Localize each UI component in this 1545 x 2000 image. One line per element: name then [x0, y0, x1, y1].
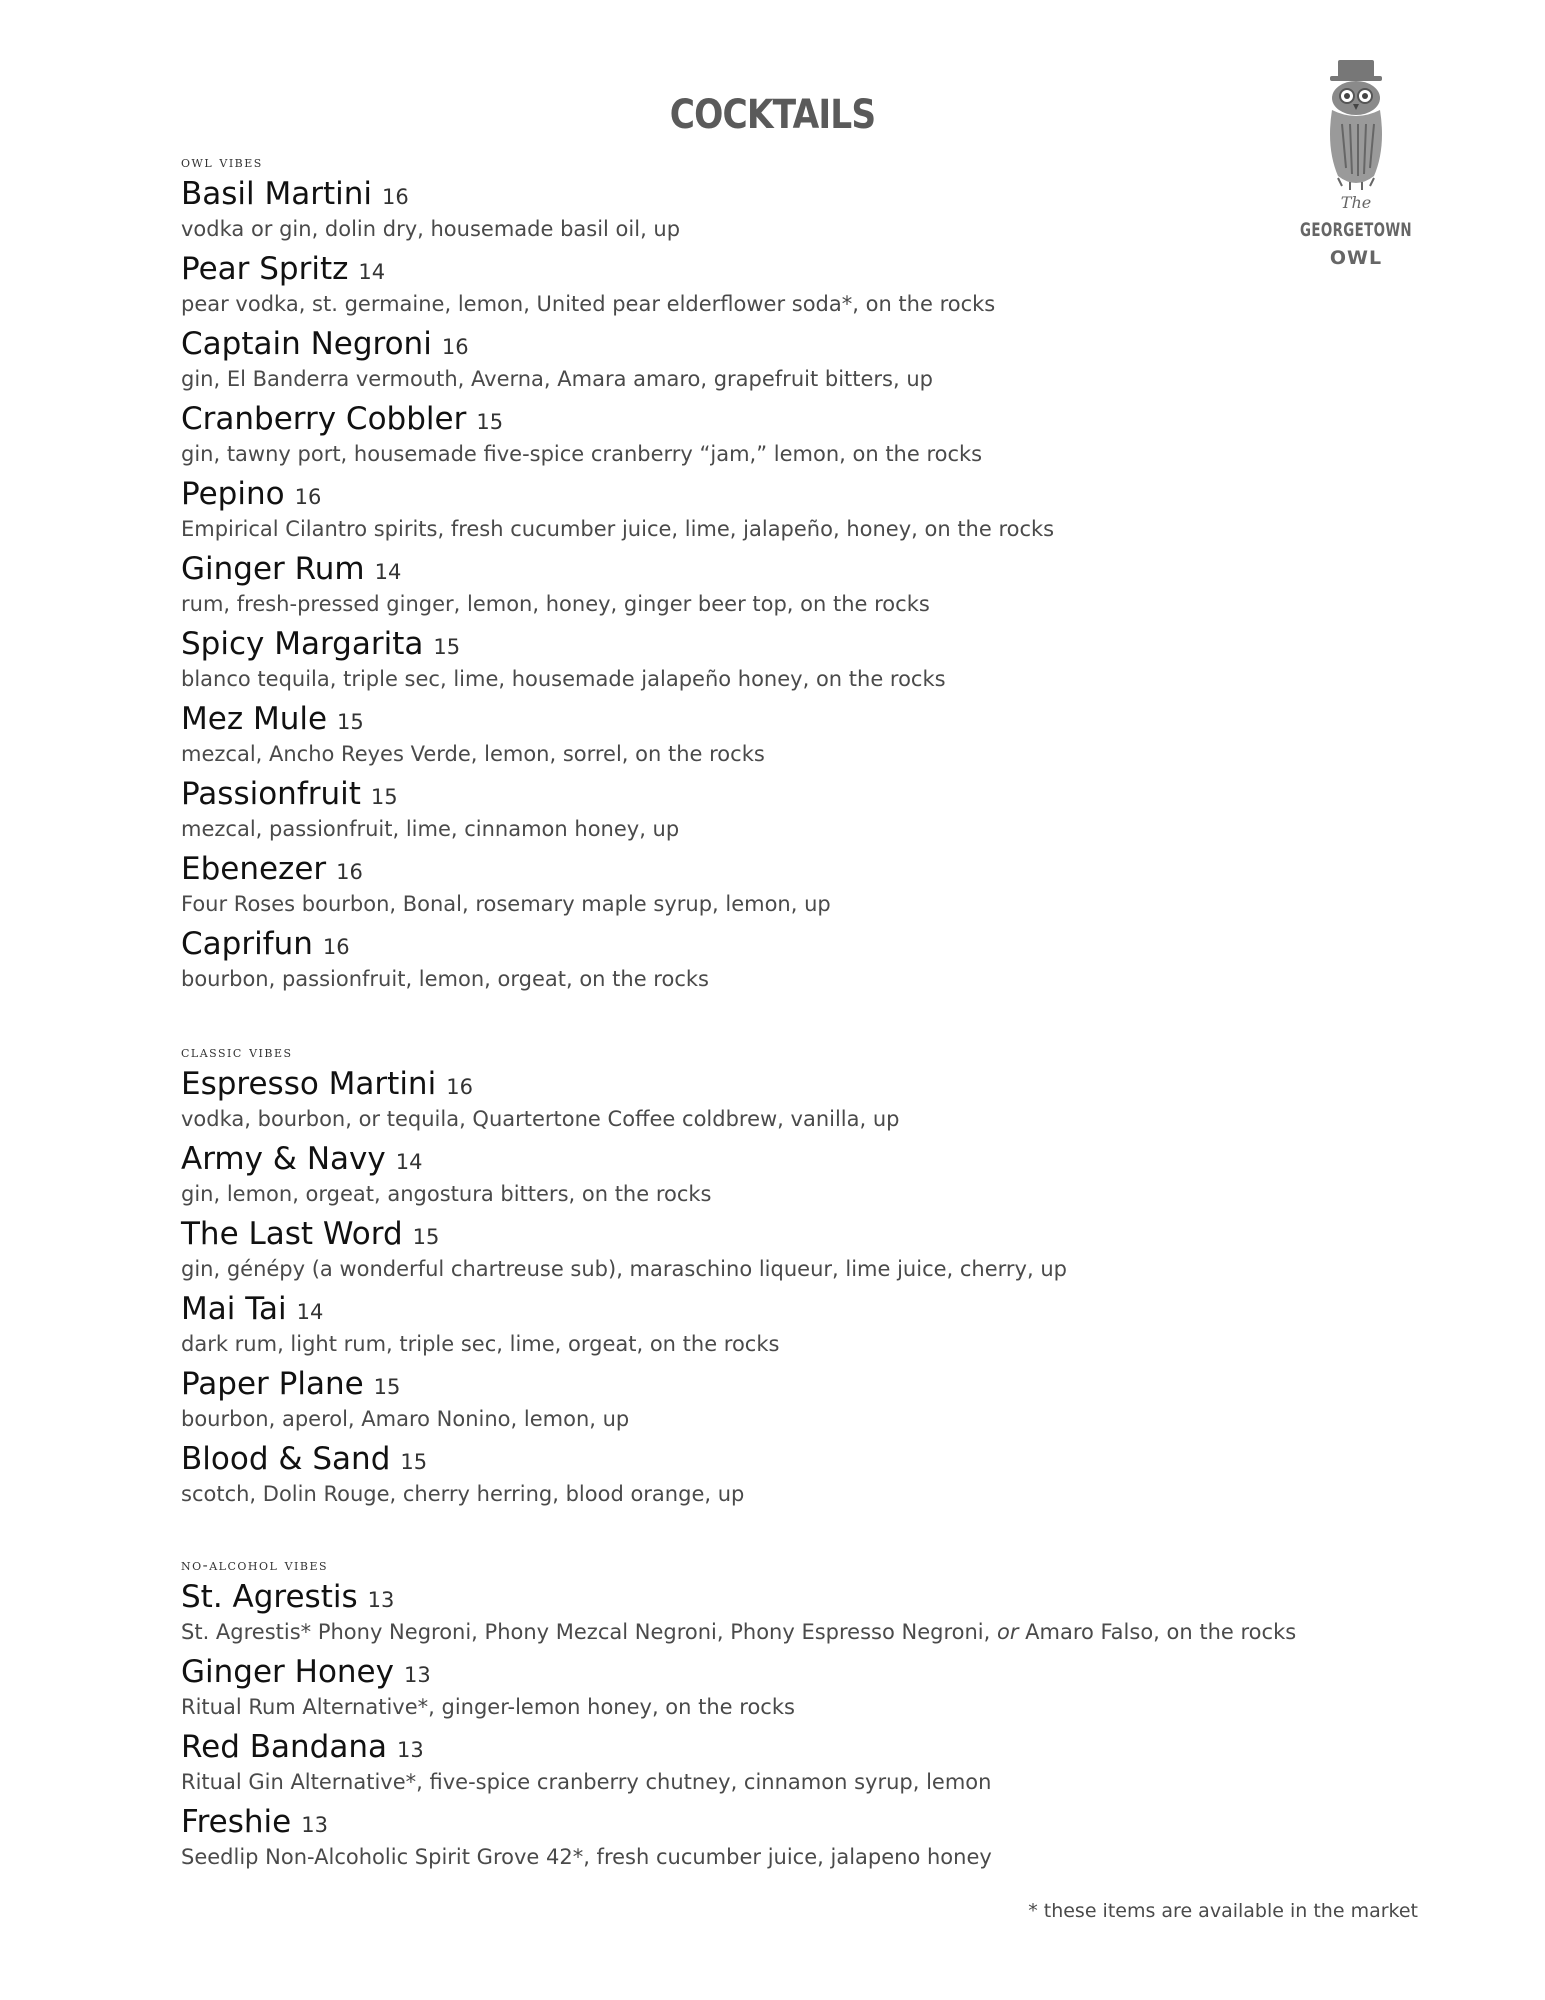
menu-item: [181, 324, 1381, 399]
item-price: 16: [322, 935, 350, 959]
item-name: Ebenezer: [181, 851, 327, 887]
item-price: 16: [336, 860, 363, 884]
menu-item: [181, 549, 1381, 624]
menu-item: [181, 1652, 1381, 1727]
item-price: 16: [294, 485, 322, 509]
item-description: blanco tequila, triple sec, lime, housemade jalapeño honey, on the rocks: [181, 667, 946, 691]
item-description: Empirical Cilantro spirits, fresh cucumber juice, lime, jalapeño, honey, on the rocks: [181, 517, 1055, 541]
item-price: 14: [358, 260, 386, 284]
menu-item: [181, 1802, 1381, 1877]
item-name: Cranberry Cobbler: [181, 401, 467, 437]
item-description: mezcal, passionfruit, lime, cinnamon honey, up: [181, 817, 680, 841]
item-description: vodka or gin, dolin dry, housemade basil oil, up: [181, 217, 681, 241]
item-name: Paper Plane: [181, 1366, 364, 1402]
item-price: 15: [373, 1375, 401, 1399]
menu-item: [181, 1064, 1381, 1139]
item-price: 16: [446, 1075, 473, 1099]
item-description: bourbon, aperol, Amaro Nonino, lemon, up: [181, 1407, 630, 1431]
item-description: gin, El Banderra vermouth, Averna, Amara amaro, grapefruit bitters, up: [181, 367, 933, 391]
menu-item: [181, 699, 1381, 774]
menu-item: [181, 1139, 1381, 1214]
item-name: Captain Negroni: [181, 326, 432, 362]
item-price: 16: [382, 185, 409, 209]
item-description: dark rum, light rum, triple sec, lime, orgeat, on the rocks: [181, 1332, 780, 1356]
item-name: Freshie: [181, 1804, 292, 1840]
item-description: gin, tawny port, housemade five-spice cranberry “jam,” lemon, on the rocks: [181, 442, 983, 466]
logo-the: The: [1340, 193, 1372, 212]
section-owl-vibes: [181, 150, 1381, 999]
item-price: 14: [296, 1300, 324, 1324]
item-name: Blood & Sand: [181, 1441, 391, 1477]
item-description: Ritual Gin Alternative*, five-spice cranberry chutney, cinnamon syrup, lemon: [181, 1770, 992, 1794]
section-classic-vibes: [181, 1040, 1381, 1514]
item-name: Passionfruit: [181, 776, 361, 812]
item-name: Spicy Margarita: [181, 626, 424, 662]
item-name: Mai Tai: [181, 1291, 287, 1327]
footnote: * these items are available in the market: [1028, 1900, 1418, 1922]
item-description: gin, génépy (a wonderful chartreuse sub), maraschino liqueur, lime juice, cherry, up: [181, 1257, 1067, 1281]
item-name: Pepino: [181, 476, 285, 512]
item-name: Ginger Rum: [181, 551, 365, 587]
menu-item: [181, 174, 1381, 249]
logo-owl: OWL: [1329, 247, 1383, 269]
item-price: 15: [476, 410, 504, 434]
page-title: COCKTAILS: [669, 92, 876, 138]
item-price: 15: [412, 1225, 440, 1249]
menu-item: [181, 774, 1381, 849]
section-label: classic vibes: [181, 1043, 293, 1061]
item-name: Pear Spritz: [181, 251, 349, 287]
item-name: Red Bandana: [181, 1729, 387, 1765]
menu-item: [181, 1727, 1381, 1802]
section-label: no-alcohol vibes: [181, 1556, 329, 1574]
item-description-or: or: [996, 1620, 1019, 1644]
item-description: mezcal, Ancho Reyes Verde, lemon, sorrel, on the rocks: [181, 742, 765, 766]
menu-item: [181, 924, 1381, 999]
menu-item: [181, 399, 1381, 474]
item-price: 15: [337, 710, 364, 734]
item-name: Espresso Martini: [181, 1066, 437, 1102]
item-description: rum, fresh-pressed ginger, lemon, honey, ginger beer top, on the rocks: [181, 592, 930, 616]
item-description: gin, lemon, orgeat, angostura bitters, on the rocks: [181, 1182, 712, 1206]
item-description: scotch, Dolin Rouge, cherry herring, blood orange, up: [181, 1482, 745, 1506]
menu-item: [181, 1577, 1381, 1652]
item-price: 15: [433, 635, 461, 659]
item-description-part: Amaro Falso, on the rocks: [1018, 1620, 1297, 1644]
logo-georgetown: GEORGETOWN: [1300, 219, 1412, 241]
menu-item: [181, 624, 1381, 699]
menu-item: [181, 1364, 1381, 1439]
item-name: Ginger Honey: [181, 1654, 394, 1690]
item-price: 14: [395, 1150, 423, 1174]
item-description: vodka, bourbon, or tequila, Quartertone Coffee coldbrew, vanilla, up: [181, 1107, 900, 1131]
item-name: St. Agrestis: [181, 1579, 358, 1615]
item-price: 13: [396, 1738, 424, 1762]
item-description: bourbon, passionfruit, lemon, orgeat, on the rocks: [181, 967, 709, 991]
item-price: 15: [400, 1450, 428, 1474]
item-price: 14: [374, 560, 402, 584]
item-description: Seedlip Non-Alcoholic Spirit Grove 42*, fresh cucumber juice, jalapeno honey: [181, 1845, 992, 1869]
item-description: [181, 1617, 1381, 1652]
item-price: 13: [403, 1663, 431, 1687]
item-name: Army & Navy: [181, 1141, 386, 1177]
item-description: pear vodka, st. germaine, lemon, United pear elderflower soda*, on the rocks: [181, 292, 996, 316]
item-name: The Last Word: [181, 1216, 403, 1252]
item-name: Mez Mule: [181, 701, 328, 737]
menu-item: [181, 849, 1381, 924]
menu-item: [181, 1439, 1381, 1514]
menu-item: [181, 249, 1381, 324]
item-price: 13: [367, 1588, 395, 1612]
item-price: 15: [370, 785, 398, 809]
section-no-alcohol-vibes: [181, 1553, 1381, 1877]
item-description-part: St. Agrestis* Phony Negroni, Phony Mezcal Negroni, Phony Espresso Negroni,: [181, 1620, 997, 1644]
menu-item: [181, 474, 1381, 549]
section-label: owl vibes: [181, 153, 263, 171]
item-description: Ritual Rum Alternative*, ginger-lemon honey, on the rocks: [181, 1695, 795, 1719]
item-price: 13: [301, 1813, 328, 1837]
menu-item: [181, 1289, 1381, 1364]
item-name: Caprifun: [181, 926, 313, 962]
item-description: Four Roses bourbon, Bonal, rosemary maple syrup, lemon, up: [181, 892, 831, 916]
item-price: 16: [441, 335, 469, 359]
item-name: Basil Martini: [181, 176, 373, 212]
menu-item: [181, 1214, 1381, 1289]
